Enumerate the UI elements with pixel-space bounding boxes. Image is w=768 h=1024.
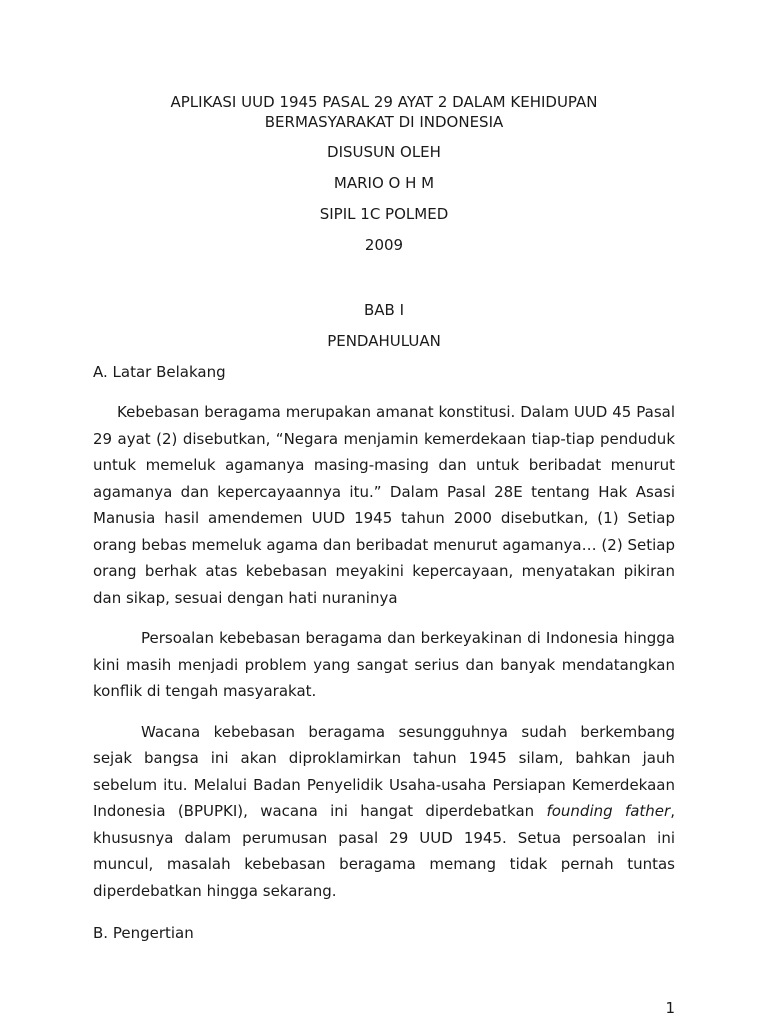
compiled-by-label: DISUSUN OLEH [327, 143, 441, 161]
author-name: MARIO O H M [333, 174, 435, 192]
title-line-1: APLIKASI UUD 1945 PASAL 29 AYAT 2 DALAM KEHIDUPAN [170, 93, 598, 111]
chapter-number: BAB I [363, 301, 405, 319]
paragraph-3 [93, 719, 675, 905]
paragraph-1: Kebebasan beragama merupakan amanat konstitusi. Dalam UUD 45 Pasal 29 ayat (2) disebutkan, “Negara menjamin kemerdekaan tiap-tiap penduduk untuk memeluk agamanya masing-masing dan untuk beribadat menurut agamanya dan kepercayaannya itu.” Dalam Pasal 28E tentang Hak Asasi Manusia hasil amendemen UUD 1945 tahun 2000 disebutkan, (1) Setiap orang bebas memeluk agama dan beribadat menurut agamanya… (2) Setiap orang berhak atas kebebasan meyakini kepercayaan, menyatakan pikiran dan sikap, sesuai dengan hati nuraninya [93, 403, 675, 607]
chapter-title: PENDAHULUAN [327, 332, 441, 350]
page-number: 1 [665, 999, 675, 1017]
paragraph-3-part-2: , khususnya dalam perumusan pasal 29 UUD 1945. Setua persoalan ini muncul, masalah kebebasan beragama memang tidak pernah tuntas diperdebatkan hingga sekarang. [93, 802, 675, 900]
title-line-2: BERMASYARAKAT DI INDONESIA [264, 113, 504, 131]
section-b-heading: B. Pengertian [93, 924, 194, 942]
document-year: 2009 [364, 236, 404, 254]
section-a-heading: A. Latar Belakang [93, 363, 226, 381]
paragraph-3-italic-term: founding father [546, 802, 671, 820]
author-affiliation: SIPIL 1C POLMED [319, 205, 449, 223]
paragraph-2: Persoalan kebebasan beragama dan berkeyakinan di Indonesia hingga kini masih menjadi problem yang sangat serius dan banyak mendatangkan konflik di tengah masyarakat. [93, 629, 675, 700]
document-title [93, 92, 675, 132]
document-page [93, 92, 675, 943]
paragraph-3-part-1: Wacana kebebasan beragama sesungguhnya sudah berkembang sejak bangsa ini akan diproklamirkan tahun 1945 silam, bahkan jauh sebelum itu. Melalui Badan Penyelidik Usaha-usaha Persiapan Kemerdekaan Indonesia (BPUPKI), wacana ini hangat diperdebatkan [93, 722, 675, 820]
